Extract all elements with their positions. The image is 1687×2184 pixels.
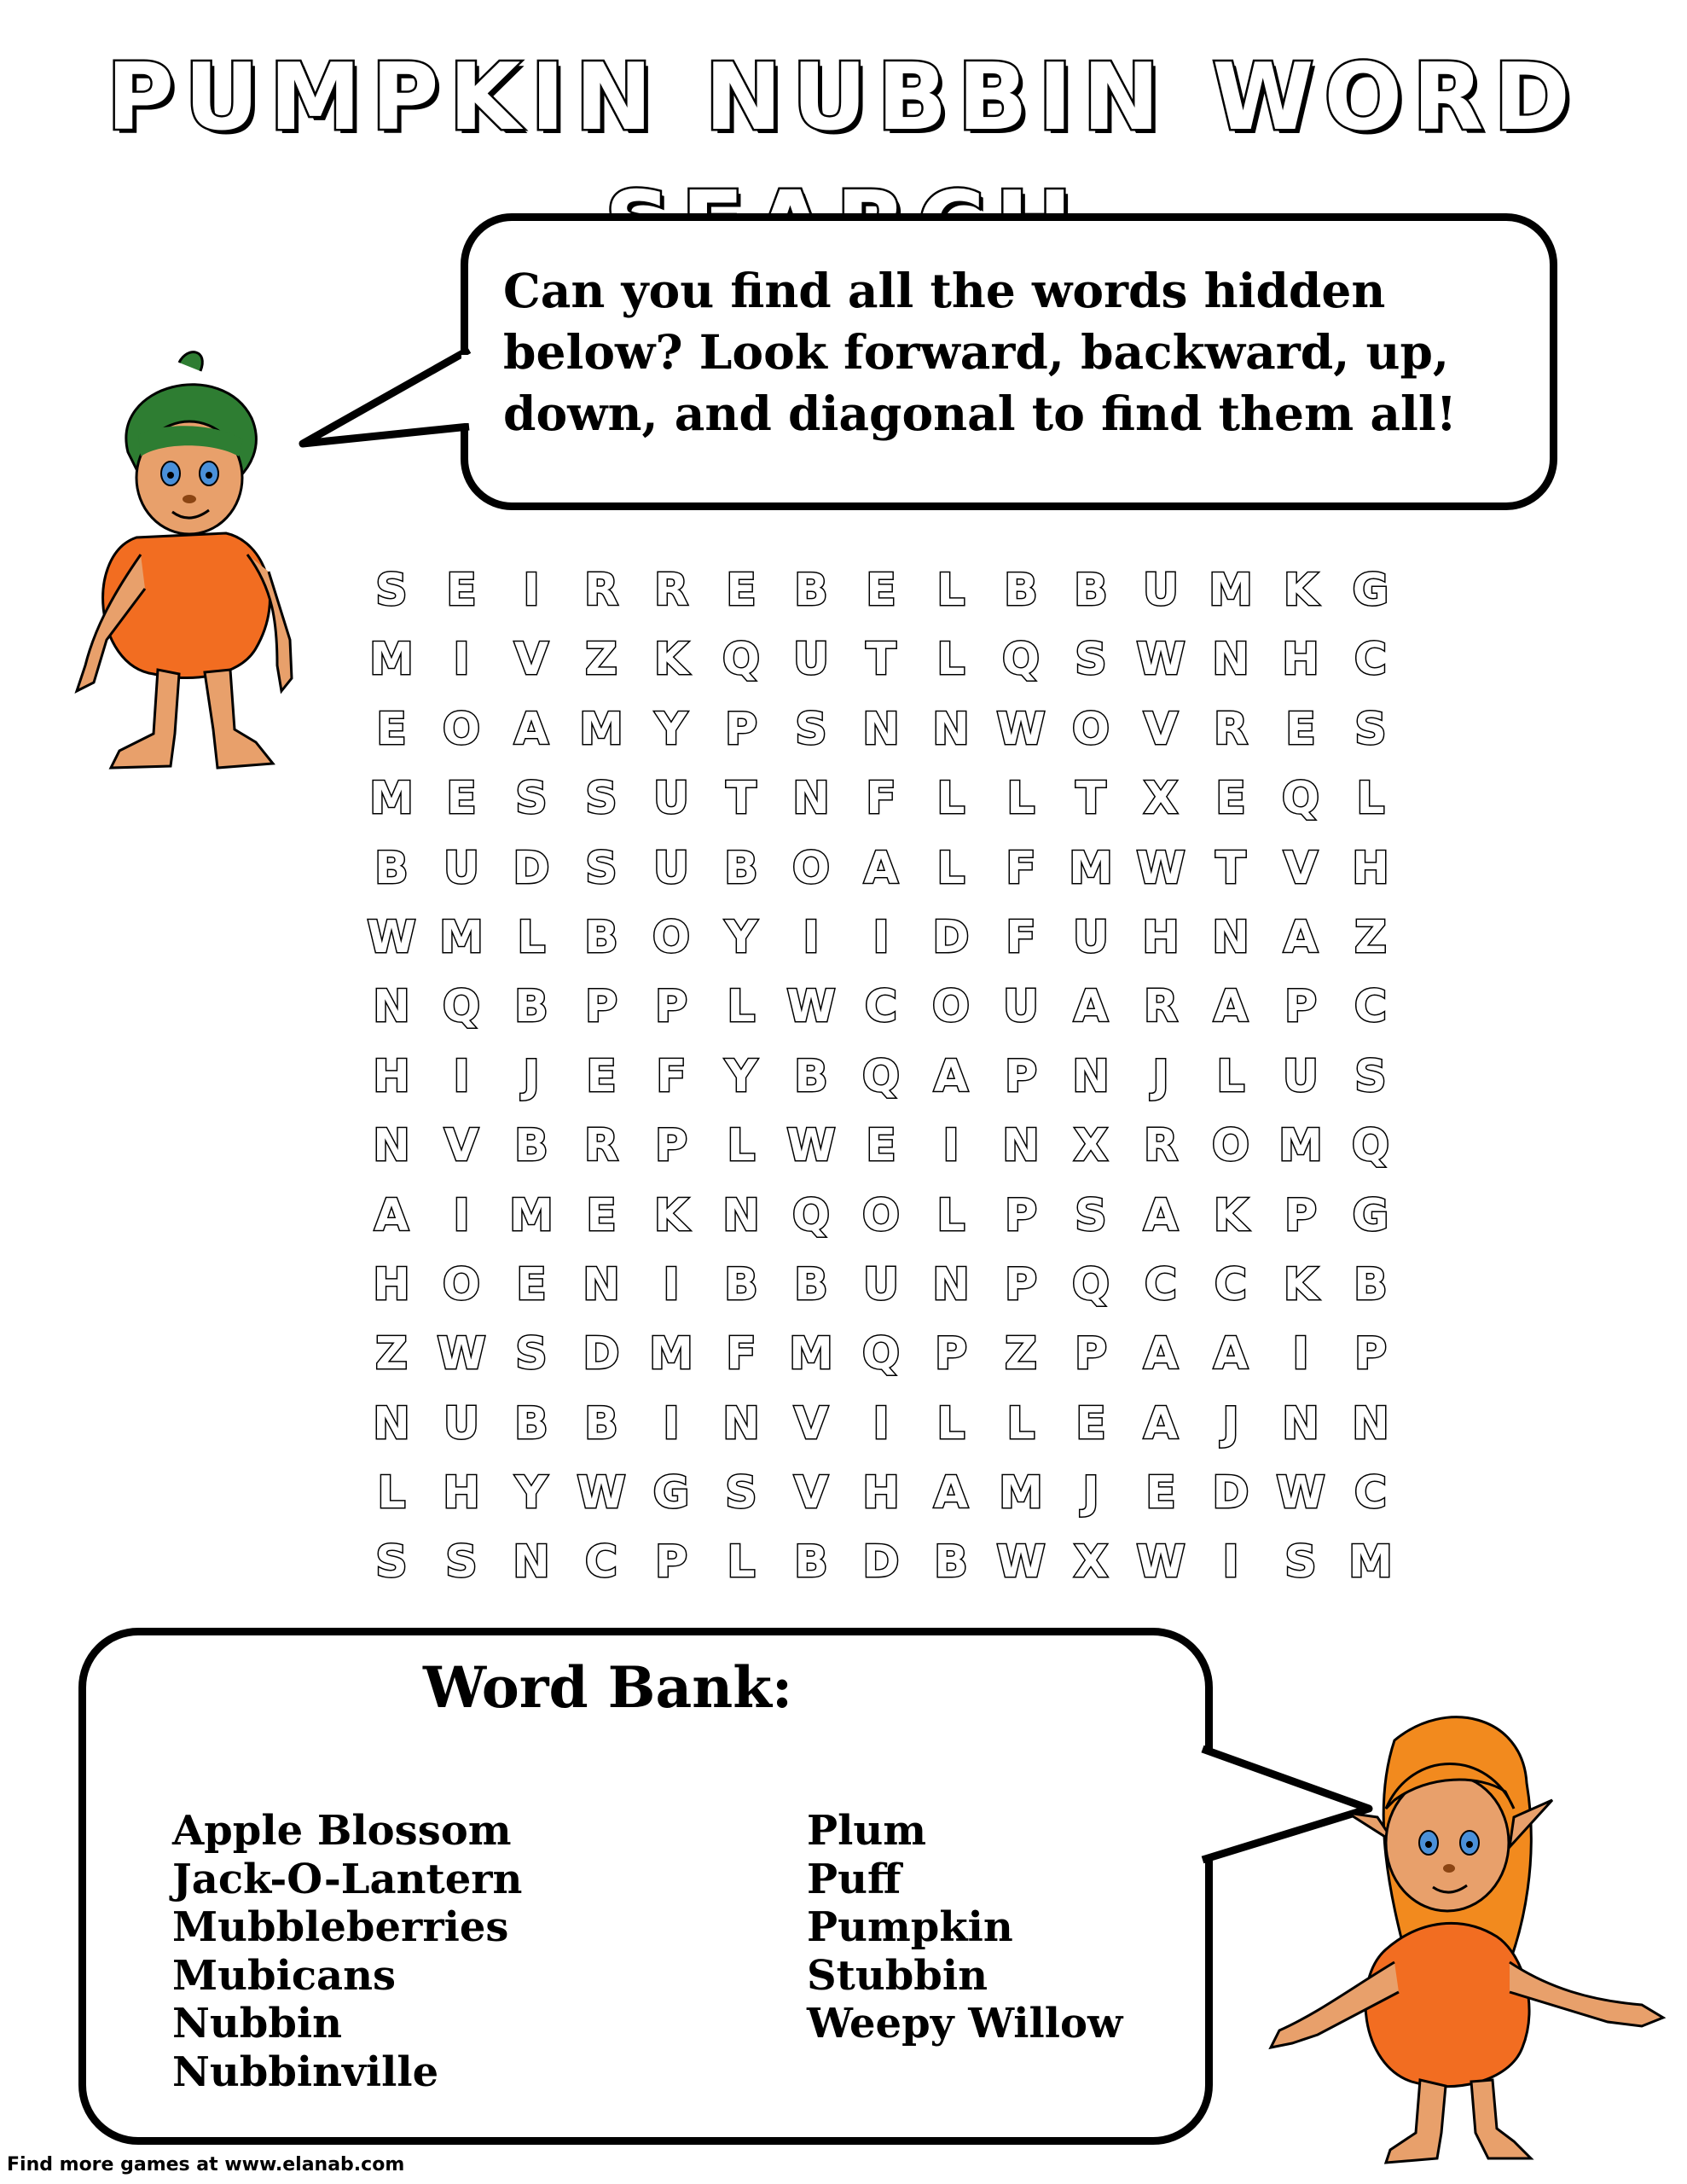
grid-letter[interactable]: N — [932, 1258, 970, 1310]
grid-letter[interactable]: F — [1006, 842, 1036, 894]
word-bank-item: Mubicans — [172, 1951, 397, 2000]
grid-letter[interactable]: R — [1143, 981, 1179, 1033]
grid-letter[interactable]: B — [934, 1536, 968, 1589]
grid-letter[interactable]: S — [375, 565, 408, 616]
grid-letter[interactable]: N — [513, 1536, 550, 1589]
grid-letter[interactable]: I — [453, 1189, 470, 1241]
grid-letter[interactable]: Z — [375, 1328, 408, 1380]
grid-letter[interactable]: Q — [722, 634, 761, 686]
word-bank-item: Puff — [807, 1855, 901, 1903]
grid-letter[interactable]: N — [792, 773, 830, 825]
grid-letter[interactable]: P — [934, 1328, 968, 1380]
grid-letter[interactable]: H — [373, 1258, 410, 1310]
grid-letter[interactable]: N — [373, 1120, 410, 1172]
grid-letter[interactable]: A — [933, 1467, 969, 1519]
grid-letter[interactable]: E — [586, 1189, 617, 1241]
grid-letter[interactable]: A — [374, 1189, 409, 1241]
grid-letter[interactable]: W — [1136, 1536, 1186, 1589]
grid-letter[interactable]: A — [1143, 1328, 1179, 1380]
grid-letter[interactable]: R — [653, 565, 689, 616]
grid-letter[interactable]: L — [517, 911, 546, 963]
grid-letter[interactable]: Q — [1351, 1120, 1390, 1172]
grid-letter[interactable]: Z — [1005, 1328, 1037, 1380]
grid-letter[interactable]: S — [1075, 1189, 1107, 1241]
grid-letter[interactable]: U — [1002, 981, 1040, 1033]
grid-letter[interactable]: S — [1284, 1536, 1317, 1589]
grid-letter[interactable]: M — [1278, 1120, 1323, 1172]
grid-letter[interactable]: O — [442, 703, 481, 755]
word-bank-item: Nubbinville — [172, 2048, 439, 2096]
grid-letter[interactable]: B — [514, 1397, 548, 1449]
grid-letter[interactable]: U — [792, 634, 830, 686]
grid-letter[interactable]: N — [1282, 1397, 1319, 1449]
grid-letter[interactable]: K — [653, 1189, 689, 1241]
grid-letter[interactable]: B — [724, 842, 758, 894]
grid-letter[interactable]: R — [583, 1120, 619, 1172]
grid-letter[interactable]: C — [584, 1536, 618, 1589]
grid-letter[interactable]: Q — [1071, 1258, 1110, 1310]
grid-letter[interactable]: V — [793, 1467, 829, 1519]
grid-letter[interactable]: R — [1143, 1120, 1179, 1172]
grid-letter[interactable]: W — [437, 1328, 486, 1380]
grid-letter[interactable]: G — [652, 1467, 690, 1519]
grid-letter[interactable]: N — [932, 703, 970, 755]
grid-letter[interactable]: L — [936, 565, 965, 616]
footer-credit: Find more games at www.elanab.com — [7, 2154, 405, 2175]
grid-letter[interactable]: A — [1213, 981, 1249, 1033]
grid-letter[interactable]: A — [863, 842, 899, 894]
grid-letter[interactable]: S — [1075, 634, 1107, 686]
grid-letter[interactable]: L — [377, 1467, 406, 1519]
grid-letter[interactable]: L — [727, 1120, 756, 1172]
grid-letter[interactable]: C — [864, 981, 898, 1033]
grid-letter[interactable]: V — [443, 1120, 479, 1172]
grid-letter[interactable]: N — [1352, 1397, 1389, 1449]
grid-letter[interactable]: O — [652, 911, 691, 963]
grid-letter[interactable]: W — [577, 1467, 626, 1519]
word-bank-item: Mubbleberries — [172, 1903, 509, 1951]
grid-letter[interactable]: B — [1354, 1258, 1388, 1310]
grid-letter[interactable]: N — [722, 1189, 760, 1241]
grid-letter[interactable]: P — [1074, 1328, 1108, 1380]
grid-letter[interactable]: M — [1209, 565, 1253, 616]
grid-letter[interactable]: L — [936, 634, 965, 686]
grid-letter[interactable]: M — [1348, 1536, 1393, 1589]
grid-letter[interactable]: M — [439, 911, 484, 963]
grid-letter[interactable]: I — [803, 911, 820, 963]
grid-letter[interactable]: H — [1282, 634, 1319, 686]
grid-letter[interactable]: W — [996, 1536, 1046, 1589]
grid-letter[interactable]: L — [936, 842, 965, 894]
grid-letter[interactable]: H — [1352, 842, 1389, 894]
grid-letter[interactable]: N — [722, 1397, 760, 1449]
grid-letter[interactable]: A — [513, 703, 549, 755]
grid-letter[interactable]: I — [1222, 1536, 1239, 1589]
grid-letter[interactable]: W — [786, 1120, 836, 1172]
grid-letter[interactable]: F — [726, 1328, 757, 1380]
grid-letter[interactable]: Q — [791, 1189, 831, 1241]
grid-letter[interactable]: E — [1075, 1397, 1106, 1449]
grid-letter[interactable]: T — [726, 773, 757, 825]
grid-letter[interactable]: S — [795, 703, 827, 755]
grid-letter[interactable]: U — [1282, 1050, 1319, 1102]
word-search-grid[interactable] — [357, 556, 1406, 1597]
grid-letter[interactable]: N — [373, 1397, 410, 1449]
grid-letter[interactable]: P — [1004, 1050, 1038, 1102]
grid-letter[interactable]: A — [1213, 1328, 1249, 1380]
grid-letter[interactable]: B — [584, 911, 618, 963]
grid-letter[interactable]: O — [791, 842, 831, 894]
grid-letter[interactable]: U — [443, 1397, 480, 1449]
grid-letter[interactable]: W — [1136, 842, 1186, 894]
grid-letter[interactable]: M — [789, 1328, 833, 1380]
grid-letter[interactable]: E — [446, 565, 477, 616]
grid-letter[interactable]: M — [999, 1467, 1043, 1519]
grid-letter[interactable]: B — [514, 981, 548, 1033]
grid-letter[interactable]: L — [936, 1397, 965, 1449]
grid-letter[interactable]: T — [1075, 773, 1106, 825]
grid-letter[interactable]: Q — [861, 1328, 901, 1380]
word-bank-item: Plum — [807, 1807, 927, 1855]
grid-letter[interactable]: O — [931, 981, 971, 1033]
grid-letter[interactable]: N — [1002, 1120, 1040, 1172]
instructions-text: Can you find all the words hidden below? Look forward, backward, up, down, and diagonal to find them all! — [503, 263, 1457, 441]
grid-letter[interactable]: E — [1145, 1467, 1176, 1519]
grid-letter[interactable]: U — [1072, 911, 1110, 963]
grid-letter[interactable]: E — [376, 703, 407, 755]
word-bank-item: Stubbin — [807, 1951, 988, 2000]
grid-letter[interactable]: C — [1354, 981, 1388, 1033]
grid-letter[interactable]: F — [656, 1050, 687, 1102]
grid-letter[interactable]: D — [932, 911, 970, 963]
grid-letter[interactable]: Q — [442, 981, 481, 1033]
grid-letter[interactable]: Y — [725, 1050, 757, 1102]
grid-letter[interactable]: S — [585, 842, 617, 894]
grid-letter[interactable]: L — [1006, 1397, 1035, 1449]
grid-letter[interactable]: N — [1212, 911, 1249, 963]
grid-letter[interactable]: H — [443, 1467, 480, 1519]
grid-letter[interactable]: W — [996, 703, 1046, 755]
grid-letter[interactable]: W — [1276, 1467, 1325, 1519]
grid-letter[interactable]: A — [1283, 911, 1319, 963]
grid-letter[interactable]: G — [1352, 565, 1389, 616]
grid-letter[interactable]: C — [1354, 634, 1388, 686]
boy-pumpkin-nubbin-illustration — [60, 341, 324, 785]
grid-letter[interactable]: P — [1004, 1189, 1038, 1241]
grid-letter[interactable]: E — [726, 565, 757, 616]
grid-letter[interactable]: C — [1144, 1258, 1178, 1310]
grid-letter[interactable]: M — [369, 634, 414, 686]
grid-letter[interactable]: I — [872, 1397, 890, 1449]
grid-letter[interactable]: V — [1143, 703, 1179, 755]
word-bank-item: Weepy Willow — [807, 2000, 1123, 2048]
grid-letter[interactable]: Q — [861, 1050, 901, 1102]
grid-letter[interactable]: Q — [1281, 773, 1320, 825]
grid-letter[interactable]: K — [1213, 1189, 1249, 1241]
grid-letter[interactable]: S — [515, 1328, 548, 1380]
grid-letter[interactable]: L — [936, 1189, 965, 1241]
grid-letter[interactable]: L — [1356, 773, 1385, 825]
grid-letter[interactable]: E — [1215, 773, 1246, 825]
grid-letter[interactable]: F — [1006, 911, 1036, 963]
grid-letter[interactable]: K — [653, 634, 689, 686]
word-bank-item: Jack-O-Lantern — [172, 1855, 523, 1903]
grid-letter[interactable]: O — [1071, 703, 1110, 755]
grid-letter[interactable]: C — [1354, 1467, 1388, 1519]
grid-letter[interactable]: N — [862, 703, 900, 755]
grid-letter[interactable]: F — [866, 773, 896, 825]
grid-letter[interactable]: C — [1214, 1258, 1248, 1310]
grid-letter[interactable]: U — [1142, 565, 1180, 616]
grid-letter[interactable]: S — [375, 1536, 408, 1589]
grid-letter[interactable]: P — [584, 981, 618, 1033]
grid-letter[interactable]: T — [1215, 842, 1246, 894]
grid-letter[interactable]: Y — [515, 1467, 548, 1519]
grid-letter[interactable]: D — [1212, 1467, 1249, 1519]
grid-letter[interactable]: P — [1284, 1189, 1318, 1241]
grid-letter[interactable]: M — [649, 1328, 693, 1380]
grid-letter[interactable]: B — [584, 1397, 618, 1449]
grid-letter[interactable]: H — [862, 1467, 900, 1519]
grid-letter[interactable]: A — [1143, 1189, 1179, 1241]
grid-letter[interactable]: B — [514, 1120, 548, 1172]
grid-letter[interactable]: P — [1284, 981, 1318, 1033]
grid-letter[interactable]: D — [862, 1536, 900, 1589]
grid-letter[interactable]: P — [1354, 1328, 1388, 1380]
grid-letter[interactable]: I — [663, 1258, 680, 1310]
page-title: PUMPKIN NUBBIN WORD — [107, 44, 1580, 151]
grid-letter[interactable]: E — [866, 565, 896, 616]
grid-letter[interactable]: S — [1354, 703, 1387, 755]
grid-letter[interactable]: E — [446, 773, 477, 825]
grid-letter[interactable]: B — [1004, 565, 1038, 616]
grid-letter[interactable]: S — [725, 1467, 757, 1519]
grid-letter[interactable]: U — [443, 842, 480, 894]
word-bank-title: Word Bank: — [423, 1654, 793, 1721]
word-bank-item: Pumpkin — [807, 1903, 1013, 1951]
grid-letter[interactable]: I — [453, 634, 470, 686]
grid-letter[interactable]: M — [579, 703, 623, 755]
word-bank-item: Nubbin — [172, 2000, 343, 2048]
grid-letter[interactable]: T — [866, 634, 896, 686]
grid-letter[interactable]: Y — [725, 911, 757, 963]
grid-letter[interactable]: N — [1212, 634, 1249, 686]
grid-letter[interactable]: K — [1283, 565, 1319, 616]
grid-letter[interactable]: D — [513, 842, 550, 894]
grid-letter[interactable]: O — [861, 1189, 901, 1241]
grid-letter[interactable]: J — [1082, 1467, 1099, 1519]
grid-letter[interactable]: O — [442, 1258, 481, 1310]
grid-letter[interactable]: N — [373, 981, 410, 1033]
grid-letter[interactable]: S — [515, 773, 548, 825]
grid-letter[interactable]: V — [1283, 842, 1319, 894]
grid-letter[interactable]: Z — [585, 634, 617, 686]
grid-letter[interactable]: B — [374, 842, 409, 894]
grid-letter[interactable]: W — [367, 911, 416, 963]
grid-letter[interactable]: V — [513, 634, 549, 686]
grid-letter[interactable]: P — [724, 703, 758, 755]
grid-letter[interactable]: E — [516, 1258, 547, 1310]
grid-letter[interactable]: R — [1213, 703, 1249, 755]
grid-letter[interactable]: L — [1006, 773, 1035, 825]
grid-letter[interactable]: K — [1283, 1258, 1319, 1310]
grid-letter[interactable]: X — [1073, 1536, 1109, 1589]
grid-letter[interactable]: U — [862, 1258, 900, 1310]
grid-letter[interactable]: X — [1143, 773, 1179, 825]
grid-letter[interactable]: S — [445, 1536, 478, 1589]
word-bank-item: Apple Blossom — [172, 1807, 512, 1855]
grid-letter[interactable]: M — [369, 773, 414, 825]
grid-letter[interactable]: W — [786, 981, 836, 1033]
grid-letter[interactable]: M — [509, 1189, 554, 1241]
grid-letter[interactable]: U — [652, 773, 690, 825]
grid-letter[interactable]: U — [652, 842, 690, 894]
grid-letter[interactable]: S — [1354, 1050, 1387, 1102]
grid-letter[interactable]: E — [586, 1050, 617, 1102]
grid-letter[interactable]: B — [794, 1258, 828, 1310]
grid-letter[interactable]: I — [523, 565, 540, 616]
grid-letter[interactable]: X — [1073, 1120, 1109, 1172]
grid-letter[interactable]: J — [523, 1050, 540, 1102]
grid-letter[interactable]: W — [1136, 634, 1186, 686]
grid-letter[interactable]: B — [724, 1258, 758, 1310]
grid-letter[interactable]: P — [654, 1120, 688, 1172]
grid-letter[interactable]: E — [866, 1120, 896, 1172]
grid-letter[interactable]: G — [1352, 1189, 1389, 1241]
grid-letter[interactable]: H — [373, 1050, 410, 1102]
grid-letter[interactable]: I — [453, 1050, 470, 1102]
grid-letter[interactable]: B — [794, 565, 828, 616]
grid-letter[interactable]: P — [654, 1536, 688, 1589]
grid-letter[interactable]: A — [1143, 1397, 1179, 1449]
grid-letter[interactable]: B — [794, 1050, 828, 1102]
grid-letter[interactable]: L — [727, 1536, 756, 1589]
grid-letter[interactable]: S — [585, 773, 617, 825]
grid-letter[interactable]: J — [1152, 1050, 1169, 1102]
grid-letter[interactable]: N — [583, 1258, 620, 1310]
grid-letter[interactable]: I — [872, 911, 890, 963]
grid-letter[interactable]: P — [1004, 1258, 1038, 1310]
girl-pumpkin-nubbin-illustration — [1267, 1706, 1667, 2167]
grid-letter[interactable]: L — [727, 981, 756, 1033]
grid-letter[interactable]: Z — [1354, 911, 1387, 963]
grid-letter[interactable]: L — [936, 773, 965, 825]
grid-letter[interactable]: O — [1211, 1120, 1250, 1172]
grid-letter[interactable]: B — [794, 1536, 828, 1589]
word-bank-column-1 — [172, 1807, 718, 2096]
grid-letter[interactable]: J — [1222, 1397, 1239, 1449]
grid-letter[interactable]: I — [1292, 1328, 1309, 1380]
grid-letter[interactable]: H — [1142, 911, 1180, 963]
grid-letter[interactable]: M — [1069, 842, 1113, 894]
grid-letter[interactable]: V — [793, 1397, 829, 1449]
grid-letter[interactable]: R — [583, 565, 619, 616]
grid-letter[interactable]: E — [1285, 703, 1316, 755]
grid-letter[interactable]: Q — [1001, 634, 1041, 686]
grid-letter[interactable]: L — [1216, 1050, 1245, 1102]
grid-letter[interactable]: D — [583, 1328, 620, 1380]
grid-letter[interactable]: P — [654, 981, 688, 1033]
grid-letter[interactable]: N — [1072, 1050, 1110, 1102]
grid-letter[interactable]: Y — [655, 703, 687, 755]
grid-letter[interactable]: A — [933, 1050, 969, 1102]
grid-letter[interactable]: A — [1073, 981, 1109, 1033]
grid-letter[interactable]: I — [942, 1120, 959, 1172]
grid-letter[interactable]: I — [663, 1397, 680, 1449]
grid-letter[interactable]: B — [1074, 565, 1108, 616]
